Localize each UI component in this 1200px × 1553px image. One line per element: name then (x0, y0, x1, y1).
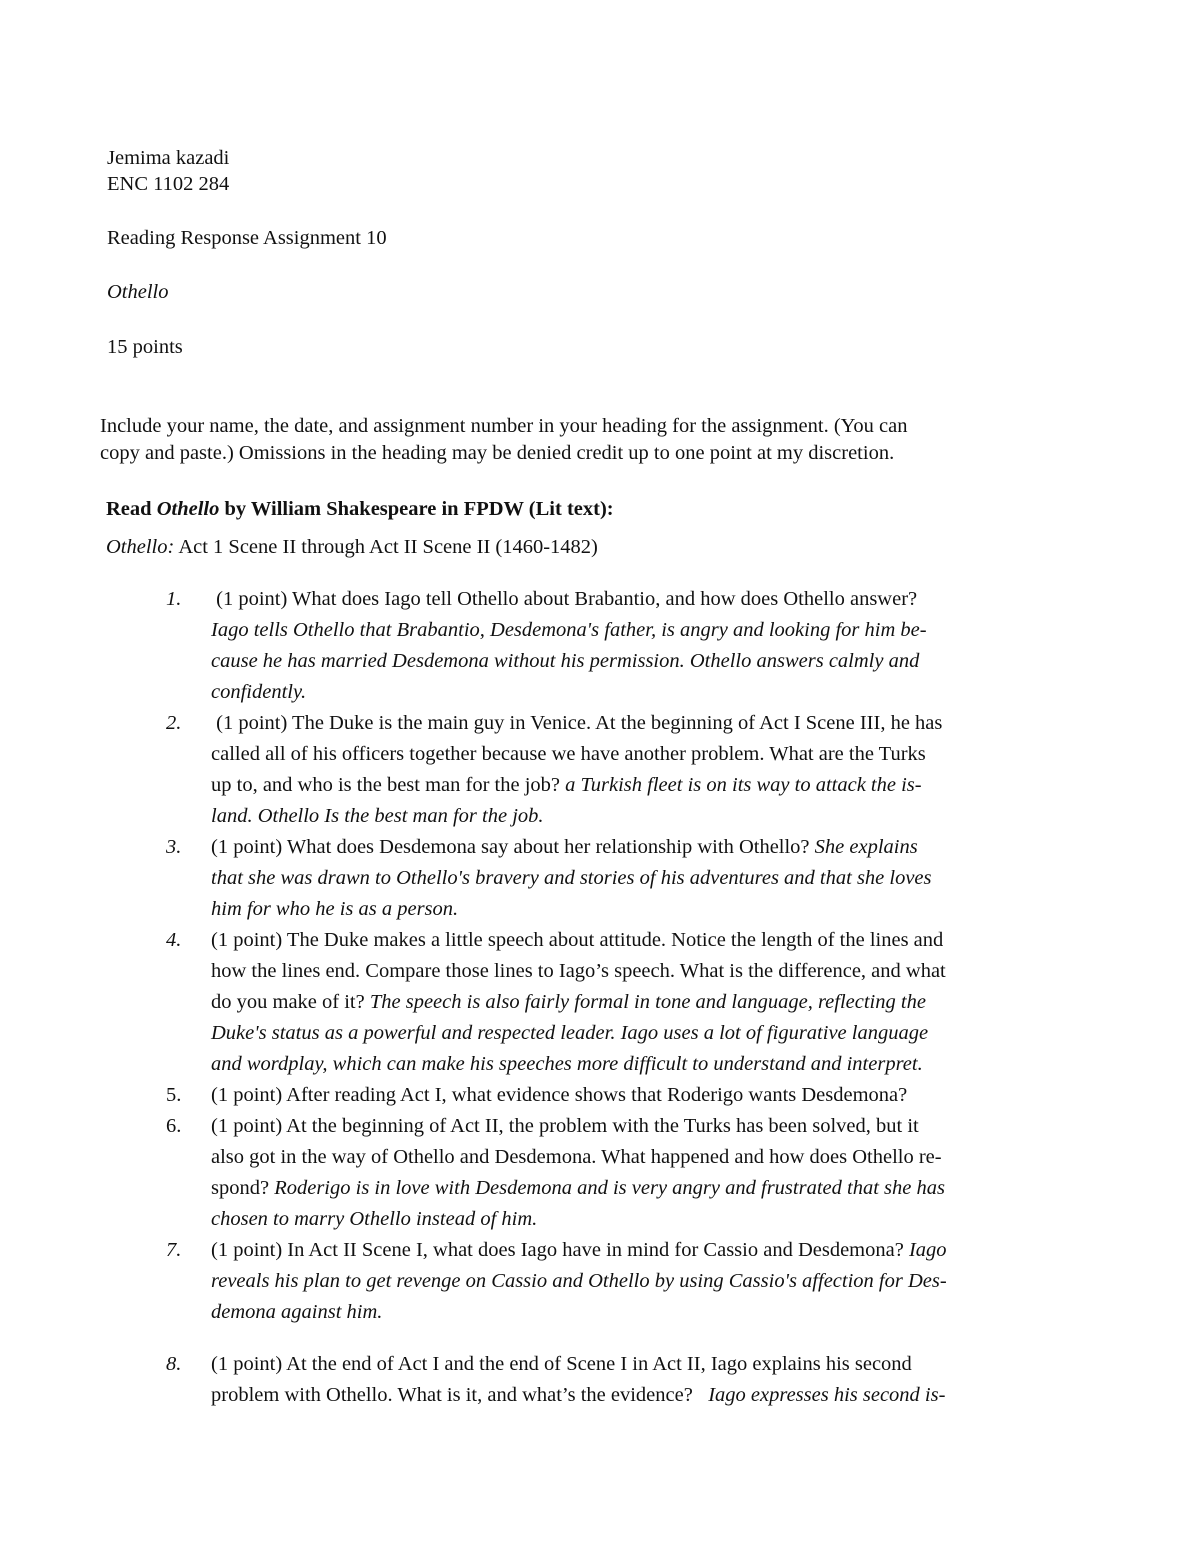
question-text: how the lines end. Compare those lines to Iago’s speech. What is the difference, and what (211, 960, 946, 982)
question-item (166, 708, 1066, 832)
question-item (166, 832, 1066, 925)
question-text: also got in the way of Othello and Desdemona. What happened and how does Othello re- (211, 1146, 942, 1168)
reading-range-title: Othello: (106, 536, 175, 558)
answer-text: cause he has married Desdemona without his permission. Othello answers calmly and (211, 650, 920, 672)
reading-range-text: Act 1 Scene II through Act II Scene II (1460-1482) (174, 536, 598, 558)
question-line (211, 956, 1066, 987)
student-name: Jemima kazadi (107, 147, 230, 169)
question-text: (1 point) At the beginning of Act II, the problem with the Turks has been solved, but it (211, 1115, 919, 1137)
answer-text: Iago expresses his second is- (708, 1384, 946, 1406)
question-number: 8. (166, 1353, 182, 1375)
answer-text: that she was drawn to Othello's bravery and stories of his adventures and that she loves (211, 867, 932, 889)
assignment-title: Reading Response Assignment 10 (107, 227, 387, 249)
question-line (211, 894, 1066, 925)
question-line (211, 615, 1066, 646)
question-text: problem with Othello. What is it, and what’s the evidence? (211, 1384, 709, 1406)
question-text: (1 point) The Duke makes a little speech about attitude. Notice the length of the lines and (211, 929, 944, 951)
points-total: 15 points (107, 336, 183, 358)
question-line (211, 1349, 1066, 1380)
question-line (211, 677, 1066, 708)
question-item (166, 1235, 1066, 1328)
reading-work-title: Othello (156, 498, 220, 520)
question-line (211, 646, 1066, 677)
question-line (211, 1049, 1066, 1080)
work-title: Othello (107, 281, 169, 303)
question-line (211, 987, 1066, 1018)
question-number: 6. (166, 1115, 182, 1137)
question-text: called all of his officers together because we have another problem. What are the Turks (211, 743, 926, 765)
course-code: ENC 1102 284 (107, 173, 230, 195)
question-text: (1 point) What does Desdemona say about her relationship with Othello? (211, 836, 815, 858)
question-text: (1 point) The Duke is the main guy in Venice. At the beginning of Act I Scene III, he has (211, 712, 943, 734)
question-body (211, 1235, 1066, 1328)
instructions-line: Include your name, the date, and assignment number in your heading for the assignment. (You can (100, 415, 908, 437)
question-line (211, 708, 1066, 739)
question-item (166, 1111, 1066, 1235)
answer-text: Iago tells Othello that Brabantio, Desdemona's father, is angry and looking for him be- (211, 619, 927, 641)
question-line (211, 925, 1066, 956)
question-item (166, 925, 1066, 1080)
question-line (211, 770, 1066, 801)
reading-prefix: Read (106, 498, 157, 520)
question-body (211, 1349, 1066, 1411)
question-line (211, 1111, 1066, 1142)
question-item (166, 584, 1066, 708)
reading-heading (106, 496, 614, 522)
question-number: 4. (166, 929, 182, 951)
question-text: (1 point) What does Iago tell Othello about Brabantio, and how does Othello answer? (211, 588, 918, 610)
question-line (211, 801, 1066, 832)
question-item (166, 1080, 1066, 1111)
answer-text: Duke's status as a powerful and respected leader. Iago uses a lot of figurative language (211, 1022, 929, 1044)
answer-text: confidently. (211, 681, 307, 703)
question-number: 7. (166, 1239, 182, 1261)
instructions-paragraph (100, 413, 1060, 467)
reading-suffix: by William Shakespeare in FPDW (Lit text): (219, 498, 614, 520)
answer-text: a Turkish fleet is on its way to attack the is- (565, 774, 922, 796)
question-number: 3. (166, 836, 182, 858)
question-line (211, 1018, 1066, 1049)
question-item (166, 1349, 1066, 1411)
question-number: 2. (166, 712, 182, 734)
question-line (211, 1266, 1066, 1297)
question-line (211, 1235, 1066, 1266)
question-body (211, 584, 1066, 708)
question-body (211, 832, 1066, 925)
question-line (211, 739, 1066, 770)
answer-text: She explains (814, 836, 918, 858)
answer-text: him for who he is as a person. (211, 898, 459, 920)
question-text: (1 point) After reading Act I, what evidence shows that Roderigo wants Desdemona? (211, 1084, 908, 1106)
question-body (211, 1080, 1066, 1111)
question-line (211, 1080, 1066, 1111)
instructions-line: copy and paste.) Omissions in the heading may be denied credit up to one point at my discretion. (100, 442, 895, 464)
question-body (211, 708, 1066, 832)
question-line (211, 863, 1066, 894)
question-line (211, 1173, 1066, 1204)
reading-range (106, 534, 598, 560)
question-text: spond? (211, 1177, 275, 1199)
answer-text: The speech is also fairly formal in tone and language, reflecting the (369, 991, 926, 1013)
answer-text: Roderigo is in love with Desdemona and is very angry and frustrated that she has (274, 1177, 945, 1199)
question-text: up to, and who is the best man for the job? (211, 774, 566, 796)
question-number: 5. (166, 1084, 182, 1106)
question-number: 1. (166, 588, 182, 610)
question-body (211, 925, 1066, 1080)
question-text: do you make of it? (211, 991, 370, 1013)
question-line (211, 584, 1066, 615)
question-body (211, 1111, 1066, 1235)
question-line (211, 832, 1066, 863)
answer-text: demona against him. (211, 1301, 383, 1323)
question-line (211, 1380, 1066, 1411)
question-line (211, 1297, 1066, 1328)
question-text: (1 point) In Act II Scene I, what does Iago have in mind for Cassio and Desdemona? (211, 1239, 909, 1261)
question-text: (1 point) At the end of Act I and the end of Scene I in Act II, Iago explains his second (211, 1353, 912, 1375)
answer-text: reveals his plan to get revenge on Cassio and Othello by using Cassio's affection for Des- (211, 1270, 947, 1292)
question-line (211, 1142, 1066, 1173)
answer-text: and wordplay, which can make his speeches more difficult to understand and interpret. (211, 1053, 923, 1075)
answer-text: chosen to marry Othello instead of him. (211, 1208, 538, 1230)
answer-text: Iago (908, 1239, 947, 1261)
answer-text: land. Othello Is the best man for the job. (211, 805, 544, 827)
question-line (211, 1204, 1066, 1235)
